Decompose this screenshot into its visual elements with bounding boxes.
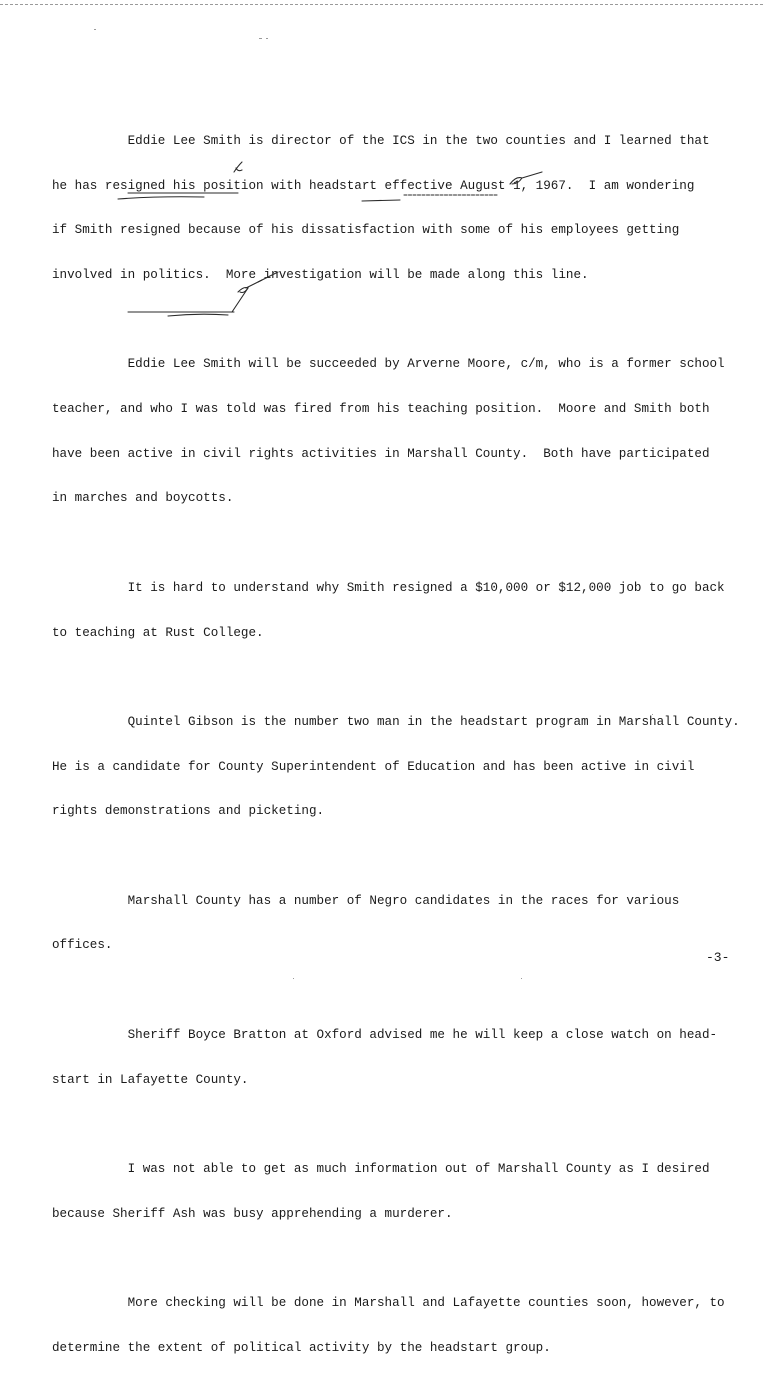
paragraph-line: if Smith resigned because of his dissatisfaction with some of his employees getting bbox=[52, 223, 680, 238]
paragraph-1 bbox=[52, 104, 742, 313]
paragraph-line: Eddie Lee Smith is director of the ICS in the two counties and I learned that bbox=[52, 133, 710, 148]
paragraph-3 bbox=[52, 551, 742, 670]
paragraph-line: offices. bbox=[52, 938, 113, 953]
paragraph-line: teacher, and who I was told was fired from his teaching position. Moore and Smith both bbox=[52, 402, 710, 417]
paragraph-line: Eddie Lee Smith will be succeeded by Arverne Moore, c/m, who is a former school bbox=[52, 357, 725, 372]
paragraph-line: because Sheriff Ash was busy apprehending a murderer. bbox=[52, 1206, 453, 1221]
paragraph-line: Quintel Gibson is the number two man in the headstart program in Marshall County. bbox=[52, 714, 740, 729]
paragraph-6 bbox=[52, 998, 742, 1117]
paragraph-line: Sheriff Boyce Bratton at Oxford advised me he will keep a close watch on head- bbox=[52, 1027, 718, 1042]
scan-top-edge bbox=[0, 4, 763, 5]
paragraph-line: he has resigned his position with headstart effective August 1, 1967. I am wondering bbox=[52, 178, 695, 193]
paragraph-5 bbox=[52, 864, 742, 983]
paragraph-line: start in Lafayette County. bbox=[52, 1072, 249, 1087]
paragraph-line: More checking will be done in Marshall and Lafayette counties soon, however, to bbox=[52, 1296, 725, 1311]
scan-speck bbox=[259, 38, 262, 39]
paragraph-line: I was not able to get as much information out of Marshall County as I desired bbox=[52, 1161, 710, 1176]
paragraph-line: in marches and boycotts. bbox=[52, 491, 234, 506]
paragraph-7 bbox=[52, 1132, 742, 1251]
paragraph-line: involved in politics. More investigation will be made along this line. bbox=[52, 267, 589, 282]
paragraph-line: He is a candidate for County Superintendent of Education and has been active in civil bbox=[52, 759, 695, 774]
paragraph-line: rights demonstrations and picketing. bbox=[52, 804, 325, 819]
paragraph-line: determine the extent of political activity by the headstart group. bbox=[52, 1340, 551, 1355]
page-number: -3- bbox=[706, 950, 730, 965]
paragraph-8 bbox=[52, 1266, 742, 1385]
paragraph-line: Marshall County has a number of Negro candidates in the races for various bbox=[52, 893, 680, 908]
document-body bbox=[52, 104, 742, 1400]
paragraph-line: It is hard to understand why Smith resigned a $10,000 or $12,000 job to go back bbox=[52, 580, 725, 595]
paragraph-4 bbox=[52, 685, 742, 849]
paragraph-line: to teaching at Rust College. bbox=[52, 625, 264, 640]
paragraph-2 bbox=[52, 328, 742, 537]
scan-speck bbox=[94, 29, 96, 30]
scan-speck bbox=[266, 38, 268, 39]
paragraph-line: have been active in civil rights activities in Marshall County. Both have participated bbox=[52, 446, 710, 461]
